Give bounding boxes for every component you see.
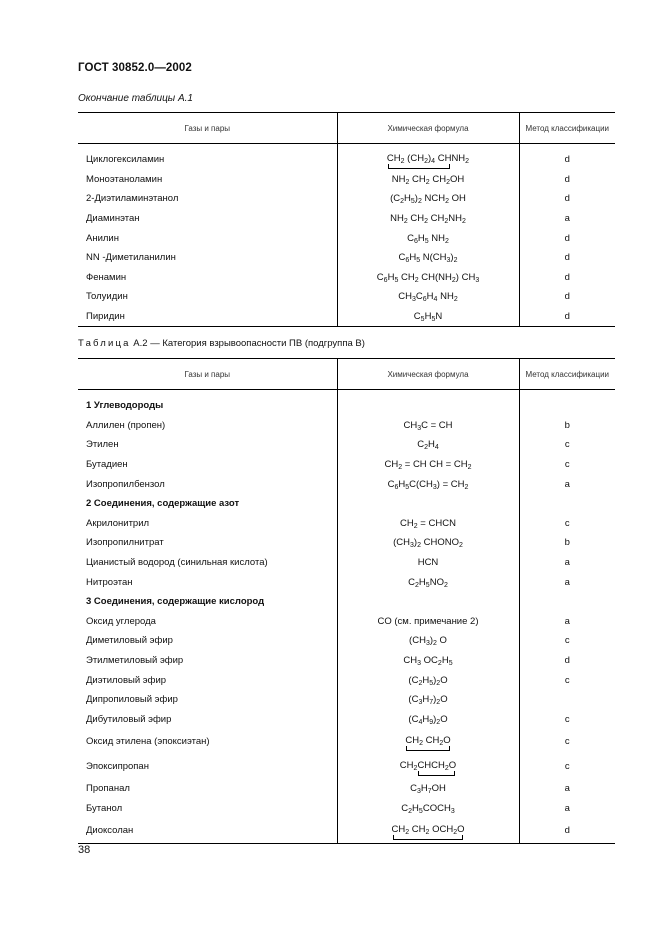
method: c xyxy=(519,455,615,475)
gas-name: Пиридин xyxy=(78,307,337,327)
formula: $CH_3C$ = CH xyxy=(337,416,519,436)
gas-name: Диметиловый эфир xyxy=(78,631,337,651)
gas-name: Этилметиловый эфир xyxy=(78,651,337,671)
table-row xyxy=(78,248,615,268)
page-number: 38 xyxy=(78,844,91,856)
table-row xyxy=(78,228,615,248)
method: d xyxy=(519,248,615,268)
section-title: 2 Соединения, содержащие азот xyxy=(78,494,337,514)
formula: $C_2H_5NO_2$ xyxy=(337,572,519,592)
gas-name: Оксид этилена (эпоксиэтан) xyxy=(78,729,337,754)
formula: $NH_2$ $CH_2$ $CH_2NH_2$ xyxy=(337,209,519,229)
table-row xyxy=(78,474,615,494)
gas-name: Цианистый водород (синильная кислота) xyxy=(78,553,337,573)
table-row xyxy=(78,612,615,632)
method: a xyxy=(519,474,615,494)
gas-name: Этилен xyxy=(78,435,337,455)
table-row xyxy=(78,799,615,819)
table-a2 xyxy=(78,358,615,844)
table-row xyxy=(78,533,615,553)
col-header-formula: Химическая формула xyxy=(337,359,519,390)
gas-name: Диаминэтан xyxy=(78,209,337,229)
method xyxy=(519,690,615,710)
formula: $CH_3$ $OC_2H_5$ xyxy=(337,651,519,671)
table-row xyxy=(78,553,615,573)
formula: $(C_2H_5)_2O$ xyxy=(337,670,519,690)
section-title: 3 Соединения, содержащие кислород xyxy=(78,592,337,612)
table-continuation-caption: Окончание таблицы А.1 xyxy=(78,93,193,104)
table-row xyxy=(78,729,615,754)
method: d xyxy=(519,144,615,170)
gas-name: Акрилонитрил xyxy=(78,514,337,534)
formula: $(C_2H_5)_2$ $NCH_2$ OH xyxy=(337,189,519,209)
formula: $CH_3C_6H_4$ $NH_2$ xyxy=(337,287,519,307)
formula: $(CH_3)_2$ O xyxy=(337,631,519,651)
formula: $C_5H_5N$ xyxy=(337,307,519,327)
method: d xyxy=(519,818,615,844)
gas-name: Изопропилнитрат xyxy=(78,533,337,553)
gas-name: Оксид углерода xyxy=(78,612,337,632)
method: a xyxy=(519,572,615,592)
gas-name: Моноэтаноламин xyxy=(78,170,337,190)
table-row xyxy=(78,435,615,455)
table-row xyxy=(78,287,615,307)
document-header: ГОСТ 30852.0—2002 xyxy=(78,62,192,74)
section-row xyxy=(78,592,615,612)
method: d xyxy=(519,287,615,307)
gas-name: NN -Диметиланилин xyxy=(78,248,337,268)
gas-name: Фенамин xyxy=(78,268,337,288)
table-row xyxy=(78,209,615,229)
formula: $C_6H_5$ $CH_2$ $CH(NH_2)$ $CH_3$ xyxy=(337,268,519,288)
method: b xyxy=(519,533,615,553)
gas-name: Пропанал xyxy=(78,779,337,799)
gas-name: Бутанол xyxy=(78,799,337,819)
table-row xyxy=(78,690,615,710)
formula: $CH_2$ = CHCN xyxy=(337,514,519,534)
table-a1-end xyxy=(78,112,615,327)
table-row xyxy=(78,651,615,671)
method: d xyxy=(519,307,615,327)
method: c xyxy=(519,514,615,534)
method: a xyxy=(519,553,615,573)
method: c xyxy=(519,435,615,455)
table-row xyxy=(78,189,615,209)
table-row xyxy=(78,818,615,844)
table-row xyxy=(78,307,615,327)
method: a xyxy=(519,209,615,229)
formula: $(C_3H_7)_2O$ xyxy=(337,690,519,710)
formula: $CH_2$ $(CH_2)_4$ $CHNH_2$ xyxy=(337,144,519,170)
formula: $CH_2$ $CH_2$ $OCH_2O$ xyxy=(337,818,519,844)
gas-name: Эпоксипропан xyxy=(78,754,337,779)
caption-table-word: Таблица xyxy=(78,338,131,349)
formula: $C_6H_5$ $N(CH_3)_2$ xyxy=(337,248,519,268)
table-a2-caption xyxy=(78,338,365,349)
table-row xyxy=(78,144,615,170)
formula: $(C_4H_9)_2O$ xyxy=(337,710,519,730)
method: d xyxy=(519,651,615,671)
section-row xyxy=(78,494,615,514)
col-header-method: Метод классификации xyxy=(519,113,615,144)
formula: $(CH_3)_2$ $CHONO_2$ xyxy=(337,533,519,553)
gas-name: Аллилен (пропен) xyxy=(78,416,337,436)
table-row xyxy=(78,631,615,651)
gas-name: Толуидин xyxy=(78,287,337,307)
table-row xyxy=(78,572,615,592)
table-row xyxy=(78,514,615,534)
formula: $C_2H_4$ xyxy=(337,435,519,455)
gas-name: Изопропилбензол xyxy=(78,474,337,494)
col-header-gas: Газы и пары xyxy=(78,113,337,144)
gas-name: Нитроэтан xyxy=(78,572,337,592)
formula: $CH_2CHCH_2O$ xyxy=(337,754,519,779)
formula: HCN xyxy=(337,553,519,573)
formula: $C_6H_5$ $NH_2$ xyxy=(337,228,519,248)
method: d xyxy=(519,268,615,288)
formula: $C_2H_5COCH_3$ xyxy=(337,799,519,819)
gas-name: Анилин xyxy=(78,228,337,248)
table-row xyxy=(78,710,615,730)
method: c xyxy=(519,729,615,754)
method: a xyxy=(519,799,615,819)
section-row xyxy=(78,390,615,416)
table-row xyxy=(78,268,615,288)
table-row xyxy=(78,170,615,190)
method: c xyxy=(519,710,615,730)
table-header-row xyxy=(78,113,615,144)
formula: $CH_2$ $CH_2O$ xyxy=(337,729,519,754)
method: b xyxy=(519,416,615,436)
table-header-row xyxy=(78,359,615,390)
gas-name: Диэтиловый эфир xyxy=(78,670,337,690)
formula: $NH_2$ $CH_2$ $CH_2OH$ xyxy=(337,170,519,190)
table-row xyxy=(78,416,615,436)
method: d xyxy=(519,189,615,209)
method: d xyxy=(519,170,615,190)
method: c xyxy=(519,670,615,690)
formula: $C_3H_7OH$ xyxy=(337,779,519,799)
gas-name: Бутадиен xyxy=(78,455,337,475)
formula: $CH_2$ = CH CH = $CH_2$ xyxy=(337,455,519,475)
table-row xyxy=(78,754,615,779)
method: a xyxy=(519,779,615,799)
gas-name: Циклогексиламин xyxy=(78,144,337,170)
table-row xyxy=(78,670,615,690)
section-title: 1 Углеводороды xyxy=(78,390,337,416)
col-header-method: Метод классификации xyxy=(519,359,615,390)
gas-name: Дипропиловый эфир xyxy=(78,690,337,710)
gas-name: 2-Диэтиламинэтанол xyxy=(78,189,337,209)
formula: $C_6H_5C(CH_3) = CH_2$ xyxy=(337,474,519,494)
col-header-gas: Газы и пары xyxy=(78,359,337,390)
col-header-formula: Химическая формула xyxy=(337,113,519,144)
method: d xyxy=(519,228,615,248)
method: a xyxy=(519,612,615,632)
table-row xyxy=(78,455,615,475)
gas-name: Дибутиловый эфир xyxy=(78,710,337,730)
gas-name: Диоксолан xyxy=(78,818,337,844)
formula: CO (см. примечание 2) xyxy=(337,612,519,632)
method: c xyxy=(519,754,615,779)
caption-title: А.2 — Категория взрывоопасности ПВ (подгруппа В) xyxy=(133,338,365,349)
method: c xyxy=(519,631,615,651)
table-row xyxy=(78,779,615,799)
